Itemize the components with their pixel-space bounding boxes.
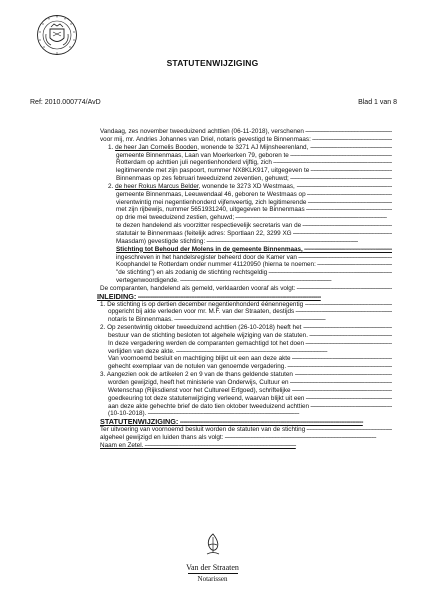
foundation-line: ingeschreven in het handelsregister beheerd door de Kamer van -----	[100, 254, 392, 262]
amend-line: algeheel gewijzigd en luiden thans als volgt: -----	[100, 434, 392, 442]
foundation-line: vertegenwoordigende. -----	[100, 277, 392, 285]
notary-seal-logo	[36, 14, 78, 56]
intro-item-line: opgericht bij akte verleden voor mr. M.F. van der Straaten, destijds -----	[100, 308, 392, 316]
capacity-line: Maasdam) gevestigde stichting: -----	[100, 238, 392, 246]
person-number: 2.	[108, 182, 114, 190]
person-name: de heer Rokus Marcus Belder	[115, 182, 199, 190]
amend-line: Ter uitvoering van voornoemd besluit worden de statuten van de stichting -----	[100, 426, 392, 434]
person-name: de heer Jan Cornelis Booden	[115, 143, 198, 151]
person-line: met zijn rijbewijs, nummer 5651931240, uitgegeven te Binnenmaas -----	[100, 206, 392, 214]
foundation-line: Koophandel te Rotterdam onder nummer 41120950 (hierna te noemen: -----	[100, 261, 392, 269]
section-heading-inleiding: INLEIDING: -----	[97, 293, 392, 301]
footer-divider	[188, 573, 238, 574]
person-line: vierentwintig mei negentienhonderd vijfenveertig, zich legitimerende -----	[100, 199, 392, 207]
person-number: 1.	[108, 143, 114, 151]
firm-name: Van der Straaten	[186, 563, 239, 572]
person-line: legitimerende met zijn paspoort, nummer NX8KLK917, uitgegeven te -----	[100, 167, 392, 175]
declaration-line: De comparanten, handelend als gemeld, verklaarden vooraf als volgt: -----	[100, 285, 392, 293]
capacity-line: te dezen handelend als voorzitter respectievelijk secretaris van de -----	[100, 222, 392, 230]
intro-item-line: goedkeuring tot deze statutenwijziging verleend, waarvan blijkt uit een -----	[100, 395, 392, 403]
deed-body	[97, 128, 392, 450]
intro-item-line: Wetenschap (Rijksdienst voor het Cultureel Erfgoed), schriftelijke -----	[100, 387, 392, 395]
person-2-line: 2. de heer Rokus Marcus Belder, wonende te 3273 XD Westmaas, -----	[100, 183, 392, 191]
intro-item-line: verlijden van deze akte. -----	[100, 348, 392, 356]
person-line: gemeente Binnenmaas, Leeuwendaal 46, geboren te Westmaas op -----	[100, 191, 392, 199]
intro-item-line: gehecht exemplaar van de notulen van genoemde vergadering. -----	[100, 363, 392, 371]
intro-item-2: 2. Op zesentwintig oktober tweeduizend achttien (26-10-2018) heeft het -----	[100, 324, 392, 332]
person-line: op drie mei tweeduizend zestien, gehuwd; -----	[100, 214, 392, 222]
foundation-line: "de stichting") en als zodanig de stichting rechtsgeldig -----	[100, 269, 392, 277]
intro-line: Vandaag, zes november tweeduizend achttien (06-11-2018), verschenen -----	[100, 128, 392, 136]
capacity-line: statutair te Binnenmaas (feitelijk adres: Sportlaan 22, 3299 XG -----	[100, 230, 392, 238]
intro-line: voor mij, mr. Andries Johannes van Driel, notaris gevestigd te Binnenmaas: -----	[100, 136, 392, 144]
intro-item-3: 3. Aangezien ook de artikelen 2 en 9 van de thans geldende statuten -----	[100, 371, 392, 379]
person-line: gemeente Binnenmaas, Laan van Moerkerken 79, geboren te -----	[100, 152, 392, 160]
firm-subtitle: Notarissen	[197, 575, 228, 583]
article-heading: Naam en Zetel. -----	[100, 442, 392, 450]
person-line: Rotterdam op achttien juli negentienhonderd vijftig, zich -----	[100, 159, 392, 167]
document-title: STATUTENWIJZIGING	[166, 58, 259, 68]
person-line: Binnenmaas op zes februari tweeduizend zeventien, gehuwd; -----	[100, 175, 392, 183]
intro-item-line: (10-10-2018). -----	[100, 410, 392, 418]
intro-item-line: aan deze akte gehechte brief de dato tien oktober tweeduizend achttien -----	[100, 403, 392, 411]
section-heading-statutenwijziging: STATUTENWIJZIGING: -----	[100, 418, 392, 426]
intro-item-line: bestuur van de stichting besloten tot algehele wijziging van de statuten. -----	[100, 332, 392, 340]
intro-item-line: worden gewijzigd, heeft het ministerie van Onderwijs, Cultuur en -----	[100, 379, 392, 387]
intro-item-1: 1. De stichting is op dertien december negentienhonderd éénennegentig -----	[100, 301, 392, 309]
intro-item-line: In deze vergadering werden de comparanten gemachtigd tot het doen -----	[100, 340, 392, 348]
reference-number: Ref: 2010.000774/AvD	[30, 99, 101, 106]
foundation-name: Stichting tot Behoud der Molens in de gemeente Binnenmaas, -----	[100, 246, 392, 254]
firm-emblem-logo	[202, 532, 224, 556]
intro-item-line: Van voornoemd besluit en machtiging blijkt uit een aan deze akte -----	[100, 355, 392, 363]
page-indicator: Blad 1 van 8	[358, 99, 397, 106]
person-1-line: 1. de heer Jan Cornelis Booden, wonende te 3271 AJ Mijnsheerenland, -----	[100, 144, 392, 152]
firm-footer	[0, 532, 425, 583]
intro-item-line: notaris te Binnenmaas. -----	[100, 316, 392, 324]
